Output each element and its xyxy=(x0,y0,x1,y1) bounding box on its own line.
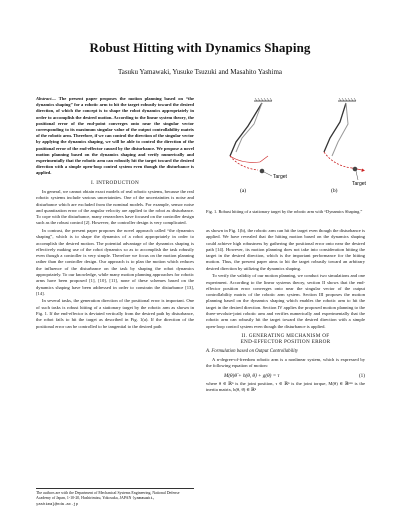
target-label-b: Target xyxy=(352,181,366,187)
footnote xyxy=(36,488,194,508)
section-2a-paragraph-1: A n-degree-of-freedom robotic arm is a nonlinear system, which is expressed by the following equation of motion: xyxy=(206,356,365,369)
panel-b xyxy=(324,98,367,194)
path-b xyxy=(324,152,352,168)
intro-heading: I. INTRODUCTION xyxy=(90,179,139,186)
intro-paragraph-3: In several tasks, the generation direction of the positional error is important. One of such tasks is robust hitting of a stationary target by the robotic arm as shown in Fig. 1. If the end-effector is deviated vertically from the desired path by disturbance, the robot fails to hit the target as described in Fig. 1(a). If the direction of the positional error can be controlled to be tangential to the desired path xyxy=(36,298,194,329)
footnote-affiliation: The authors are with the Department of Mechanical Systems Engineering, National Defense Academy of Japan, 1-10-20, Hashirimizu, Yokosuka, JAPAN { xyxy=(36,491,180,500)
target-a xyxy=(260,169,265,174)
footnote-domain: }@nda.ac.jp xyxy=(52,503,79,507)
equation-1-body: M(θ)θ̈ + h(θ, θ̇) + g(θ) = τ xyxy=(224,372,280,379)
right-paragraph-1: as shown in Fig. 1(b), the robotic arm can hit the target even though the disturbance is applied. We have revealed that the hitting motion based on the dynamics shaping could achieve high robustness by gathering the positional error onto near the desired path [14]. However, its motion planning does not take into consideration hitting the target in the desired direction, which is the important performance for the hitting motion. Thus, the present paper aims to hit the target robustly toward an arbitrary desired direction by utilizing the dynamics shaping. xyxy=(206,228,365,271)
target-b xyxy=(353,167,358,172)
intro-paragraph-2: In contrast, the present paper proposes the novel approach called “the dynamics shaping”, which is to shape the dynamics of a robot appropriately in order to accomplish the desired motion. The potential advantage of the dynamics shaping is effectively making use of the robot dynamics so as to accomplish the task robustly even though a controller is very simple. Therefore we focus on the motion planning rather than the controller design. Our approach is to plan the motion which reduces the influence of the disturbance on the task by shaping the robot dynamics appropriately. To our knowledge, while many motion planning approaches for robotic arms have been proposed [1], [10], [11], none of these schemes based on the dynamics shaping have been addressed in order to constrain the disturbance [13], [14]. xyxy=(36,227,194,296)
arm-link-b-2 xyxy=(332,103,348,156)
left-column xyxy=(36,96,194,331)
abstract-lead: Abstract xyxy=(36,96,52,101)
section-2a-heading: A. Formulation based on Output Controllability xyxy=(206,348,299,354)
path-a-deviated xyxy=(230,156,260,162)
panel-label-a: (a) xyxy=(240,188,247,194)
panel-a xyxy=(230,98,288,194)
intro-paragraph-1: In general, we cannot obtain exact models of real robotic systems, because the real robotic systems include various uncertainties. One of the uncertainties is noise and disturbance which are excluded from the nominal models. For example, sensor noise and quantization error of the angular velocity are applied to the robot as disturbance. To cope with the disturbance, many researchers have focused on the controller design such as the robust control [2]. However, the controller design is very complicated. xyxy=(36,188,194,226)
panel-label-b: (b) xyxy=(331,188,338,194)
target-label-a: Target xyxy=(273,174,287,180)
section-2a-paragraph-2: where θ ∈ ℝⁿ is the joint position, τ ∈ ℝⁿ is the joint torque, M(θ) ∈ ℝⁿˣⁿ is the inertia matrix, h(θ, θ̇) ∈ ℝⁿ xyxy=(206,380,365,393)
abstract xyxy=(36,96,194,177)
section-2-heading-line-2: END-EFFECTOR POSITION ERROR xyxy=(240,339,331,346)
paper-title: Robust Hitting with Dynamics Shaping xyxy=(89,40,311,55)
footnote-emails: yamawaki, yashima xyxy=(36,497,156,507)
figure-1 xyxy=(206,96,376,206)
figure-caption: Fig. 1. Robust hitting of a stationary target by the robotic arm with “Dynamics Shaping.” xyxy=(206,209,363,214)
arm-link-a xyxy=(230,103,262,156)
abstract-text: — The present paper proposes the motion planning based on “the dynamics shaping” for a robotic arm to hit the target robustly toward the desired direction, of which the concept is to shape the robot dynamics appropriately in order to accomplish the desired motion. According to the linear system theory, the positional error of the end-point converges onto near the singular vector corresponding to its maximum singular value of the output controllability matrix of the robotic arm. Therefore, if we can control the direction of the singular vector by applying the dynamics shaping, we will be able to control the direction of the positional error of the end-effector caused by the disturbance. We propose a novel motion planning based on the dynamics shaping and verify numerically and experimentally that the robotic arm can robustly hit the target toward the desired direction with a simple open-loop control system even though the disturbance is applied. xyxy=(36,96,194,176)
arm-link-b xyxy=(324,103,346,152)
section-2-heading-line-1: II. GENERATING MECHANISM OF xyxy=(241,332,330,339)
right-column xyxy=(206,228,365,395)
equation-1-number: (1) xyxy=(358,372,365,379)
paper-authors: Tasuku Yamawaki, Yusuke Tsuzuki and Masahito Yashima xyxy=(117,68,283,76)
figure-1-drawing xyxy=(206,96,376,206)
miss-arrow-a xyxy=(260,156,268,162)
right-paragraph-2: To verify the validity of our motion planning, we conduct two simulations and one experiment. According to the linear systems theory, section II shows that the end-effector position error converges onto near the singular vector of the output controllability matrix of the robotic arm system. Section III proposes the motion planning based on the dynamics shaping which enables the robotic arm to hit the target in the desired direction. Section IV applies the proposed motion planning to the three-revolute-joint robotic arm and verifies numerically and experimentally that the robotic arm can robustly hit the target toward the desired direction with a simple open-loop control system even though the disturbance is applied. xyxy=(206,273,365,329)
equation-1 xyxy=(206,371,365,381)
